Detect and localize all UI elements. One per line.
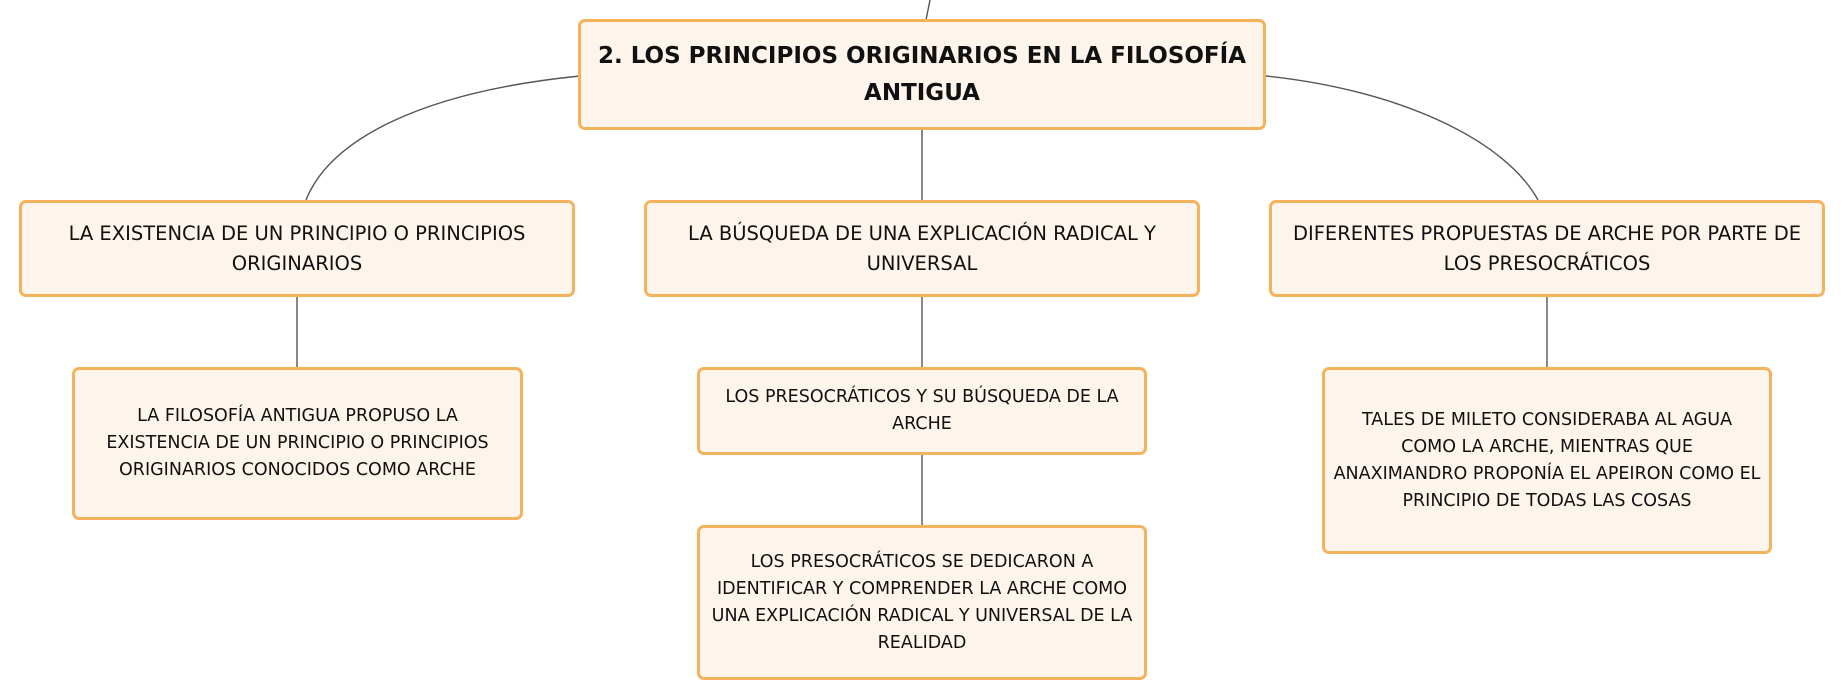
leaf-node-label: LOS PRESOCRÁTICOS Y SU BÚSQUEDA DE LA ARCHE	[725, 387, 1119, 434]
connector-incoming	[926, 0, 930, 20]
branch-node-label: LA BÚSQUEDA DE UNA EXPLICACIÓN RADICAL Y UNIVERSAL	[688, 221, 1156, 275]
leaf-node-presocraticos-busqueda[interactable]	[697, 367, 1147, 455]
leaf-node-filosofia-antigua[interactable]	[72, 367, 523, 520]
branch-node-propuestas-arche[interactable]	[1269, 200, 1825, 297]
leaf-node-presocraticos-dedicaron[interactable]	[697, 525, 1147, 680]
branch-node-label: LA EXISTENCIA DE UN PRINCIPIO O PRINCIPIOS ORIGINARIOS	[68, 221, 526, 275]
branch-node-label: DIFERENTES PROPUESTAS DE ARCHE POR PARTE DE LOS PRESOCRÁTICOS	[1292, 221, 1802, 275]
connector-root-to-branch-3	[1266, 76, 1538, 200]
branch-node-principio-originario[interactable]	[19, 200, 575, 297]
leaf-node-label: LA FILOSOFÍA ANTIGUA PROPUSO LA EXISTENCIA DE UN PRINCIPIO O PRINCIPIOS ORIGINARIOS CONOCIDOS COMO ARCHE	[106, 406, 489, 480]
root-node[interactable]	[578, 19, 1266, 130]
branch-node-explicacion-radical[interactable]	[644, 200, 1200, 297]
leaf-node-tales-anaximandro[interactable]	[1322, 367, 1772, 554]
leaf-node-label: LOS PRESOCRÁTICOS SE DEDICARON A IDENTIFICAR Y COMPRENDER LA ARCHE COMO UNA EXPLICACIÓN RADICAL Y UNIVERSAL DE LA REALIDAD	[711, 551, 1133, 653]
root-node-label: 2. LOS PRINCIPIOS ORIGINARIOS EN LA FILOSOFÍA ANTIGUA	[597, 42, 1247, 106]
leaf-node-label: TALES DE MILETO CONSIDERABA AL AGUA COMO LA ARCHE, MIENTRAS QUE ANAXIMANDRO PROPONÍA EL APEIRON COMO EL PRINCIPIO DE TODAS LAS COSAS	[1333, 409, 1761, 511]
connector-root-to-branch-1	[306, 76, 580, 200]
